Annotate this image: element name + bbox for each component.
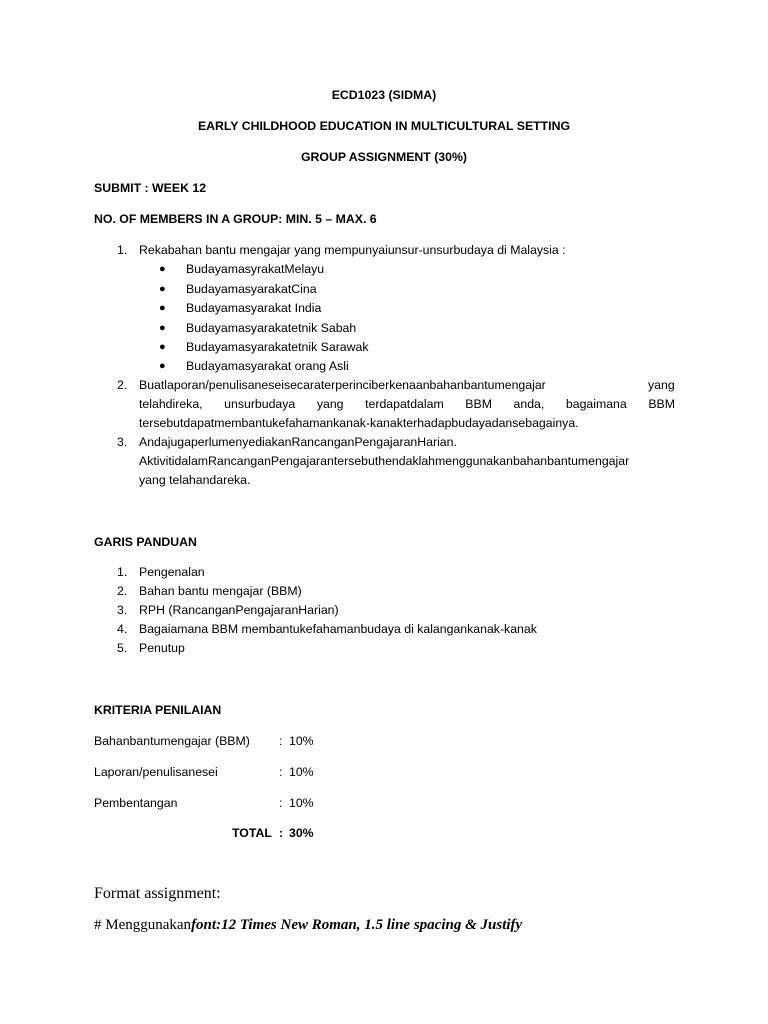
word: BBM [648,397,675,411]
criteria-colon: : [279,765,283,779]
word: terdapatdalam [365,397,444,411]
task-2-line-3: tersebutdapatmembantukefahamankanak-kanakterhadapbudayadansebagainya. [139,416,579,430]
bullet-icon: ● [159,360,166,372]
task-3-number: 3. [117,435,128,449]
criteria-heading: KRITERIA PENILAIAN [94,703,222,717]
task-1-number: 1. [117,243,128,257]
criteria-value: 10% [289,734,314,748]
guide-item: Bahan bantu mengajar (BBM) [139,584,302,598]
guide-item: Pengenalan [139,565,205,579]
submit-week: SUBMIT : WEEK 12 [94,181,207,195]
bullet-item: BudayamasyrakatMelayu [186,262,325,276]
bullet-icon: ● [159,322,166,334]
guide-number: 5. [117,641,128,655]
bullet-item: Budayamasyarakat orang Asli [186,359,349,373]
criteria-label: Laporan/penulisanesei [94,765,218,779]
total-label: TOTAL [232,826,272,840]
word: telahdireka, [139,397,203,411]
task-2-line-1-end: yang [648,378,675,392]
word: bagaimana [565,397,627,411]
guide-number: 2. [117,584,128,598]
guide-number: 4. [117,622,128,636]
course-title: EARLY CHILDHOOD EDUCATION IN MULTICULTURAL SETTING [197,119,571,133]
task-1-text: Rekabahan bantu mengajar yang mempunyaiunsur-unsurbudaya di Malaysia : [139,243,566,257]
format-prefix: # Menggunakan [94,917,192,933]
criteria-colon: : [279,796,283,810]
guide-heading: GARIS PANDUAN [94,535,197,549]
assignment-title: GROUP ASSIGNMENT (30%) [300,150,468,164]
criteria-label: Bahanbantumengajar (BBM) [94,734,250,748]
bullet-item: Budayamasyarakatetnik Sabah [186,321,357,335]
bullet-item: BudayamasyarakatCina [186,282,317,296]
guide-number: 3. [117,603,128,617]
total-colon: : [279,826,284,840]
bullet-item: Budayamasyarakat India [186,301,322,315]
word: anda, [513,397,545,411]
guide-number: 1. [117,565,128,579]
total-value: 30% [289,826,314,840]
word: unsurbudaya [224,397,296,411]
guide-item: RPH (RancanganPengajaranHarian) [139,603,339,617]
task-2-number: 2. [117,378,128,392]
bullet-item: Budayamasyarakatetnik Sarawak [186,340,369,354]
word: yang [316,397,344,411]
task-3-line-2: AktivitidalamRancanganPengajarantersebuthendaklahmenggunakanbahanbantumengajar [139,454,630,468]
word: BBM [465,397,492,411]
guide-item: Bagaiamana BBM membantukefahamanbudaya di kalangankanak-kanak [139,622,537,636]
task-3-line-3: yang telahandareka. [139,473,251,487]
format-instruction [94,917,522,934]
criteria-value: 10% [289,796,314,810]
task-2-line-1: Buatlaporan/penulisaneseisecaraterperinciberkenaanbahanbantumengajar [139,378,546,392]
bullet-icon: ● [159,341,166,353]
criteria-colon: : [279,734,283,748]
course-code: ECD1023 (SIDMA) [331,88,437,102]
guide-item: Penutup [139,641,185,655]
criteria-label: Pembentangan [94,796,178,810]
criteria-value: 10% [289,765,314,779]
bullet-icon: ● [159,263,166,275]
task-3-line-1: AndajugaperlumenyediakanRancanganPengajaranHarian. [139,435,457,449]
format-heading: Format assignment: [94,885,221,902]
bullet-icon: ● [159,283,166,295]
task-2-line-2 [139,397,675,411]
format-emphasis: font:12 Times New Roman, 1.5 line spacing & Justify [191,917,523,933]
bullet-icon: ● [159,302,166,314]
group-members: NO. OF MEMBERS IN A GROUP: MIN. 5 – MAX. 6 [94,212,377,226]
